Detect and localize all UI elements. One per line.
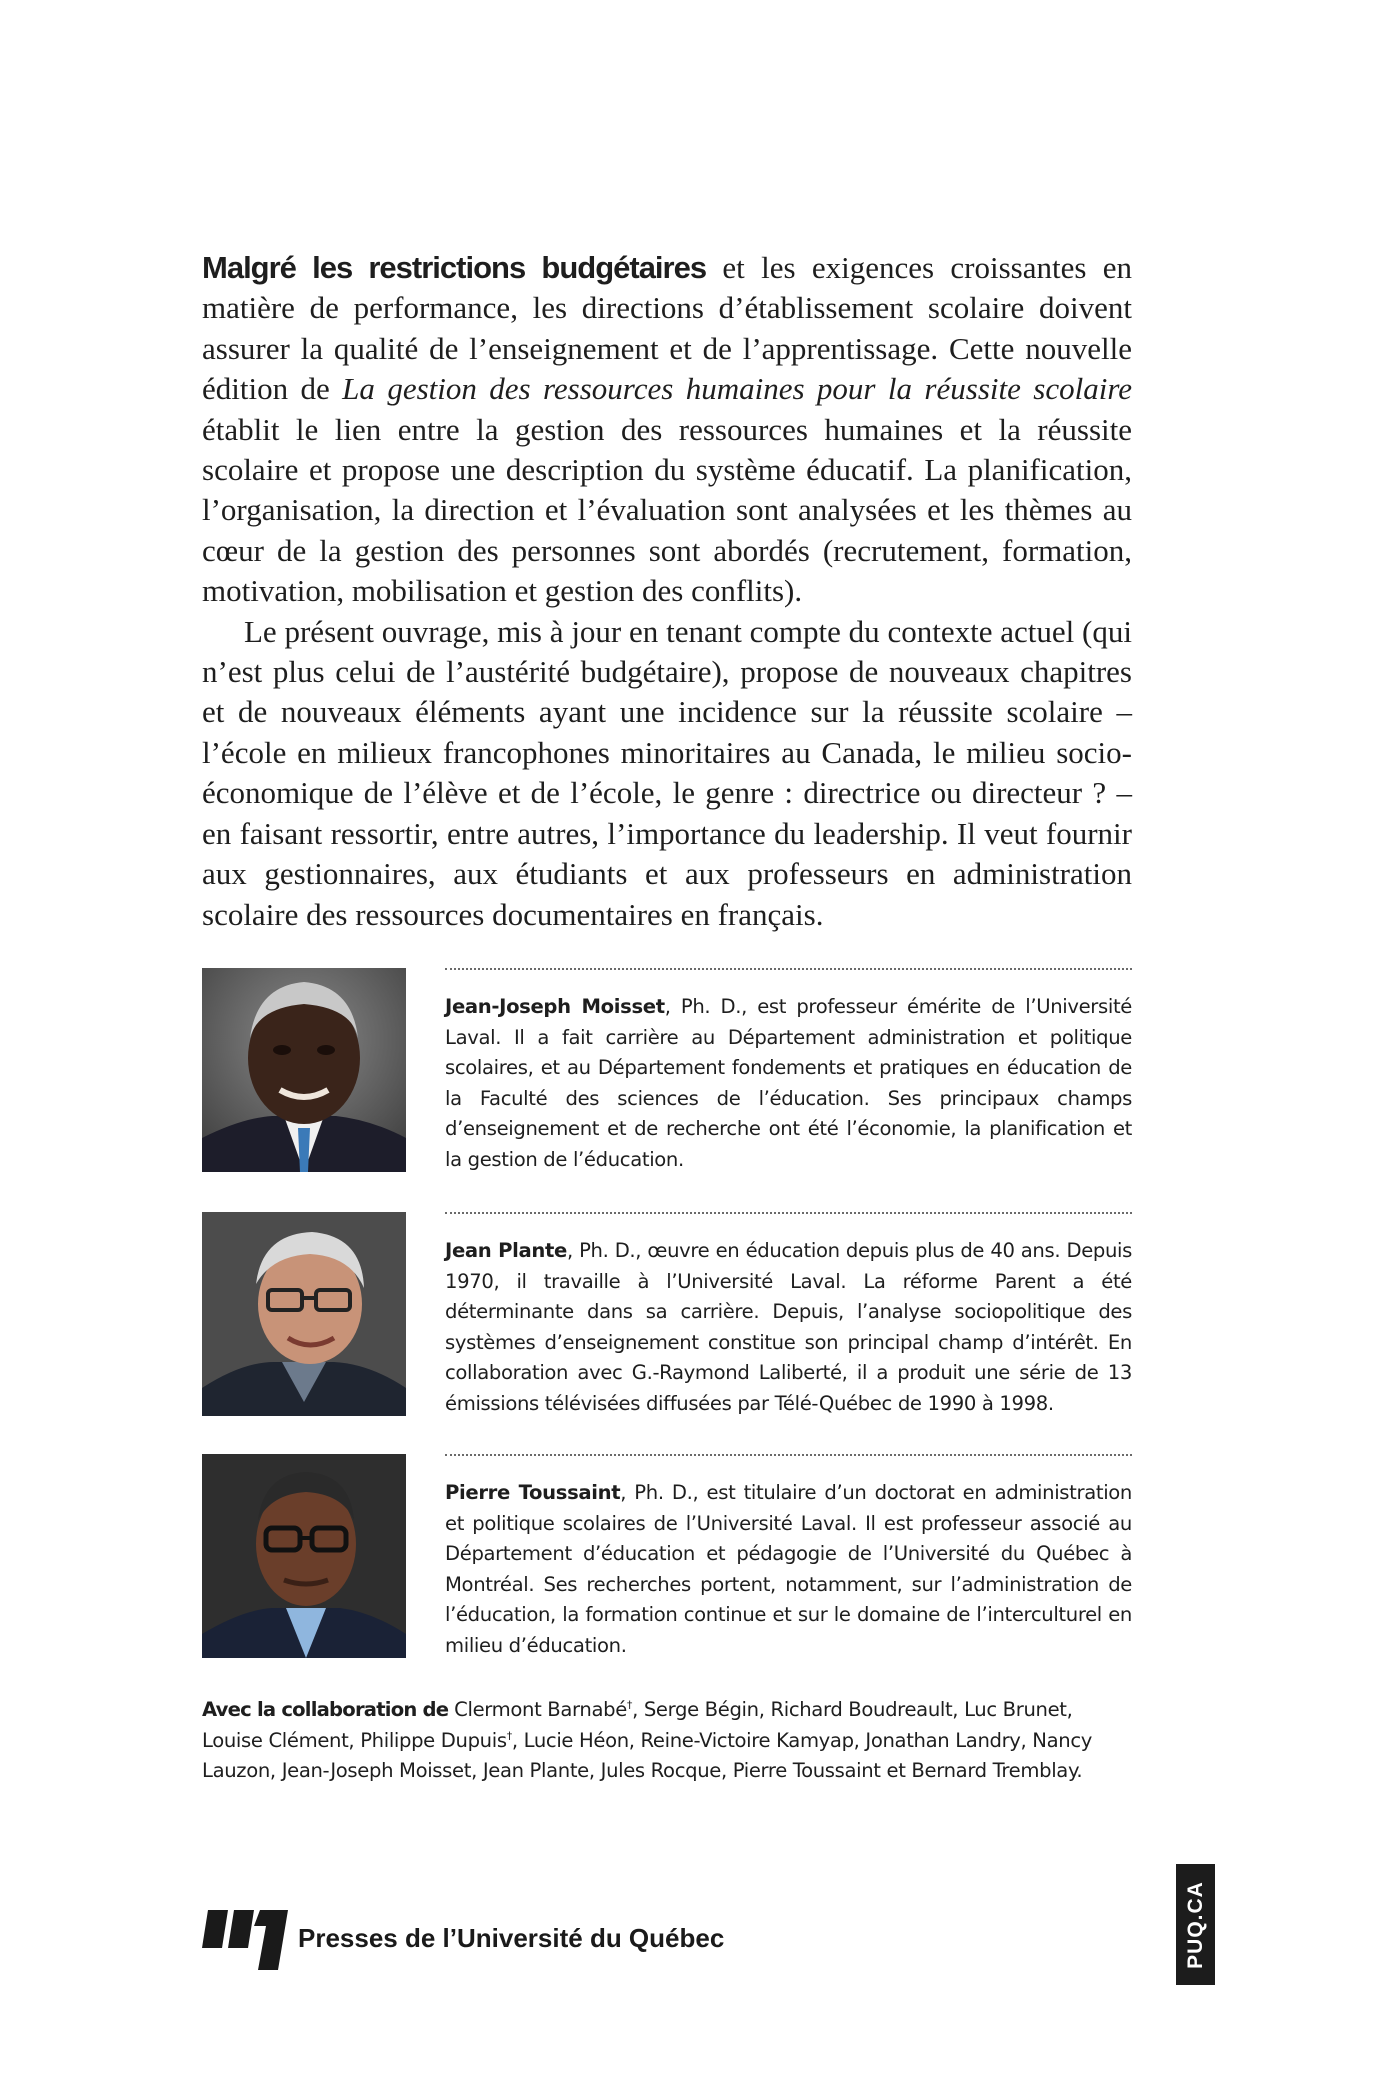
- author-block-moisset: [202, 968, 1132, 1172]
- description-paragraph-2: Le présent ouvrage, mis à jour en tenant compte du contexte actuel (qui n’est plus celui de l’austérité budgétaire), propose de nouveaux chapitres et de nouveaux éléments ayant une incidence sur la réussite scolaire – l’école en milieux francophones minoritaires au Canada, le milieu socio-économique de l’élève et de l’école, le genre : directrice ou directeur ? – en faisant ressortir, entre autres, l’importance du leadership. Il veut fournir aux gestionnaires, aux étudiants et aux professeurs en administration scolaire des ressources documentaires en français.: [202, 613, 1132, 932]
- collaborators-text: , Serge Bégin, Richard Boudreault, Luc Brunet, Louise Clément, Philippe Dupuis: [202, 1698, 1073, 1752]
- deceased-dagger: †: [626, 1698, 633, 1712]
- publisher-footer: [202, 1906, 802, 1970]
- author-name: Jean-Joseph Moisset: [445, 995, 665, 1018]
- author-bio-text: , Ph. D., est titulaire d’un doctorat en administration et politique scolaires de l’Université Laval. Il est professeur associé au Département d’éducation et pédagogie de l’Université du Québec à Montréal. Ses recherches portent, notamment, sur l’administration de l’éducation, la formation continue et sur le domaine de l’interculturel en milieu d’éducation.: [445, 1481, 1132, 1657]
- author-bio: [445, 1236, 1132, 1420]
- divider: [445, 1212, 1132, 1214]
- author-bio: [445, 1478, 1132, 1662]
- description-paragraph-1: [202, 248, 1132, 612]
- author-photo: [202, 1212, 406, 1416]
- author-bio: [445, 992, 1132, 1176]
- divider: [445, 968, 1132, 970]
- divider: [445, 1454, 1132, 1456]
- deceased-dagger: †: [506, 1729, 512, 1743]
- description-lead: Malgré les restrictions budgétaires: [202, 250, 707, 285]
- author-block-toussaint: [202, 1454, 1132, 1658]
- collaboration-label: Avec la collaboration de: [202, 1698, 449, 1721]
- puq-logo-icon: [202, 1906, 288, 1970]
- back-cover-description: [202, 248, 1132, 935]
- collaborators-text: , Lucie Héon, Reine-Victoire Kamyap, Jonathan Landry, Nancy Lauzon, Jean-Joseph Moisset, Jean Plante, Jules Rocque, Pierre Toussaint et Bernard Tremblay.: [202, 1728, 1093, 1783]
- collaboration-credits: [202, 1695, 1137, 1787]
- author-photo: [202, 1454, 406, 1658]
- collaborators-text: Clermont Barnabé: [448, 1698, 627, 1721]
- author-bio-text: , Ph. D., est professeur émérite de l’Université Laval. Il a fait carrière au Département administration et politique scolaires, et au Département fondements et pratiques en éducation de la Faculté des sciences de l’éducation. Ses principaux champs d’enseignement et de recherche ont été l’économie, la planification et la gestion de l’éducation.: [445, 995, 1133, 1171]
- book-title: La gestion des ressources humaines pour la réussite scolaire: [342, 371, 1132, 407]
- author-photo: [202, 968, 406, 1172]
- author-block-plante: [202, 1212, 1132, 1416]
- publisher-name: Presses de l’Université du Québec: [298, 1923, 725, 1953]
- description-text: et les exigences croissantes en matière de performance, les directions d’établissement scolaire doivent assurer la qualité de l’enseignement et de l’apprentissage. Cette nouvelle édition de: [202, 250, 1132, 407]
- website-label: PUQ.CA: [1183, 1880, 1207, 1969]
- author-name: Jean Plante: [445, 1239, 567, 1262]
- author-bio-text: , Ph. D., œuvre en éducation depuis plus de 40 ans. Depuis 1970, il travaille à l’Université Laval. La réforme Parent a été déterminante dans sa carrière. Depuis, l’analyse sociopolitique des systèmes d’enseignement constitue son principal champ d’intérêt. En collaboration avec G.-Raymond Laliberté, il a produit une série de 13 émissions télévisées diffusées par Télé-Québec de 1990 à 1998.: [445, 1239, 1133, 1415]
- website-tab: [1176, 1864, 1215, 1985]
- description-text: établit le lien entre la gestion des ressources humaines et la réussite scolaire et propose une description du système éducatif. La planification, l’organisation, la direction et l’évaluation sont analysées et les thèmes au cœur de la gestion des personnes sont abordés (recrutement, formation, motivation, mobilisation et gestion des conflits).: [202, 411, 1132, 609]
- author-name: Pierre Toussaint: [445, 1481, 621, 1504]
